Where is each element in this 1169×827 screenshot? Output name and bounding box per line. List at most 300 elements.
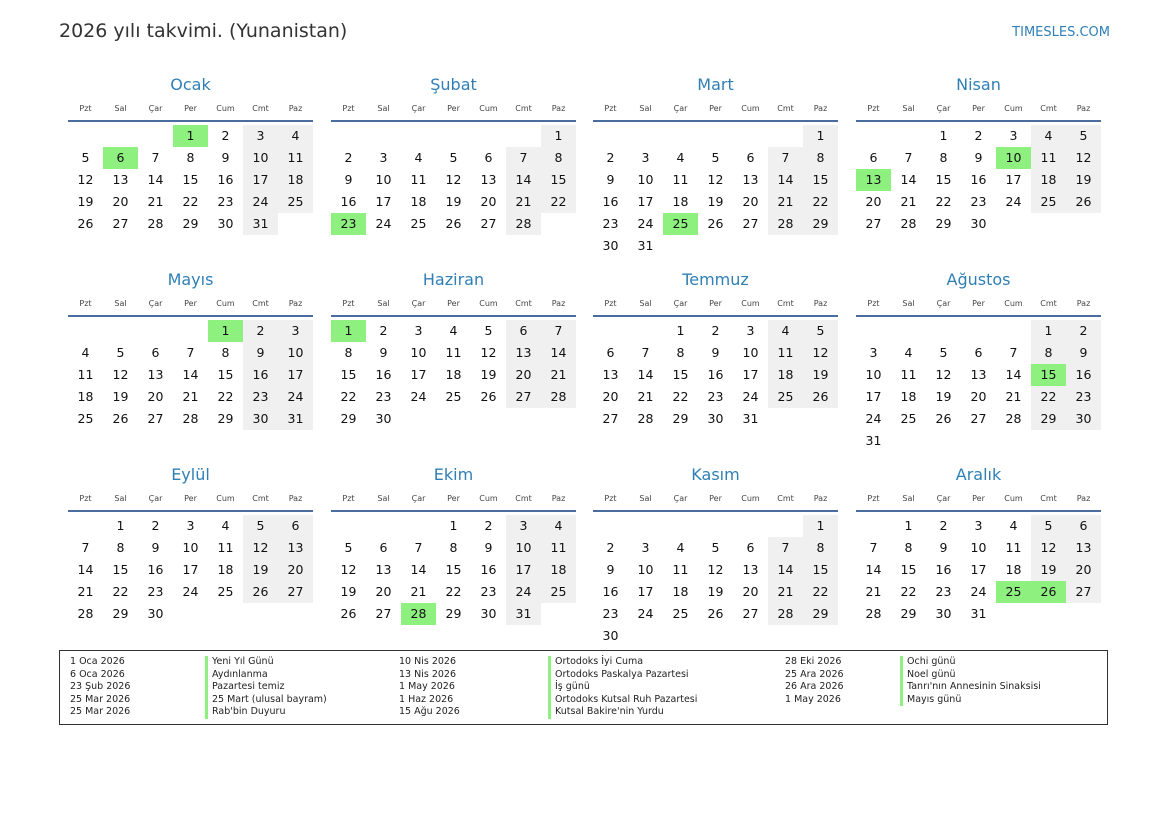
day-cell[interactable]: 7 [81,540,90,555]
day-cell[interactable]: 14 [1005,367,1022,382]
day-cell[interactable]: 10 [410,345,427,360]
day-cell[interactable]: 28 [77,606,94,621]
day-cell[interactable]: 2 [379,323,388,338]
day-cell[interactable]: 11 [672,172,689,187]
day-cell[interactable]: 5 [243,515,278,537]
day-cell[interactable]: 24 [637,216,654,231]
day-cell[interactable]: 9 [221,150,230,165]
day-cell[interactable]: 21 [541,364,576,386]
day-cell[interactable]: 9 [1066,342,1101,364]
day-cell[interactable]: 3 [641,150,650,165]
day-cell[interactable]: 27 [480,216,497,231]
day-cell[interactable]: 14 [900,172,917,187]
day-cell[interactable]: 17 [637,584,654,599]
day-cell[interactable]: 20 [602,389,619,404]
day-cell[interactable]: 2 [974,128,983,143]
day-cell[interactable]: 14 [768,169,803,191]
day-cell[interactable]: 5 [1066,125,1101,147]
day-cell[interactable]: 3 [243,125,278,147]
day-cell[interactable]: 8 [676,345,685,360]
day-cell[interactable]: 13 [1066,537,1101,559]
day-cell[interactable]: 1 [208,320,243,342]
day-cell[interactable]: 6 [379,540,388,555]
day-cell[interactable]: 2 [606,540,615,555]
day-cell[interactable]: 17 [506,559,541,581]
day-cell[interactable]: 30 [217,216,234,231]
day-cell[interactable]: 25 [900,411,917,426]
day-cell[interactable]: 29 [112,606,129,621]
day-cell[interactable]: 30 [970,216,987,231]
day-cell[interactable]: 30 [1066,408,1101,430]
day-cell[interactable]: 18 [445,367,462,382]
day-cell[interactable]: 16 [602,584,619,599]
day-cell[interactable]: 18 [672,584,689,599]
day-cell[interactable]: 25 [410,216,427,231]
day-cell[interactable]: 28 [900,216,917,231]
day-cell[interactable]: 7 [768,537,803,559]
day-cell[interactable]: 2 [711,323,720,338]
day-cell[interactable]: 18 [900,389,917,404]
day-cell[interactable]: 12 [1066,147,1101,169]
day-cell[interactable]: 29 [935,216,952,231]
day-cell[interactable]: 29 [217,411,234,426]
day-cell[interactable]: 13 [742,562,759,577]
day-cell[interactable]: 25 [445,389,462,404]
day-cell[interactable]: 15 [935,172,952,187]
day-cell[interactable]: 1 [1031,320,1066,342]
day-cell[interactable]: 8 [186,150,195,165]
day-cell[interactable]: 25 [1031,191,1066,213]
day-cell[interactable]: 12 [445,172,462,187]
day-cell[interactable]: 25 [77,411,94,426]
day-cell[interactable]: 17 [1005,172,1022,187]
day-cell[interactable]: 6 [484,150,493,165]
day-cell[interactable]: 9 [243,342,278,364]
day-cell[interactable]: 26 [1031,581,1066,603]
day-cell[interactable]: 1 [331,320,366,342]
day-cell[interactable]: 6 [1066,515,1101,537]
day-cell[interactable]: 17 [182,562,199,577]
day-cell[interactable]: 5 [711,150,720,165]
day-cell[interactable]: 1 [116,518,125,533]
day-cell[interactable]: 20 [970,389,987,404]
day-cell[interactable]: 1 [676,323,685,338]
day-cell[interactable]: 3 [186,518,195,533]
day-cell[interactable]: 14 [147,172,164,187]
day-cell[interactable]: 24 [637,606,654,621]
day-cell[interactable]: 7 [414,540,423,555]
day-cell[interactable]: 1 [803,515,838,537]
day-cell[interactable]: 23 [1066,386,1101,408]
day-cell[interactable]: 23 [375,389,392,404]
day-cell[interactable]: 15 [803,559,838,581]
day-cell[interactable]: 17 [865,389,882,404]
day-cell[interactable]: 19 [935,389,952,404]
day-cell[interactable]: 30 [707,411,724,426]
day-cell[interactable]: 11 [77,367,94,382]
day-cell[interactable]: 12 [1031,537,1066,559]
day-cell[interactable]: 21 [147,194,164,209]
day-cell[interactable]: 2 [606,150,615,165]
day-cell[interactable]: 22 [1031,386,1066,408]
day-cell[interactable]: 17 [637,194,654,209]
day-cell[interactable]: 23 [707,389,724,404]
day-cell[interactable]: 14 [541,342,576,364]
day-cell[interactable]: 10 [637,172,654,187]
day-cell[interactable]: 3 [974,518,983,533]
day-cell[interactable]: 3 [278,320,313,342]
day-cell[interactable]: 25 [217,584,234,599]
day-cell[interactable]: 19 [1031,559,1066,581]
day-cell[interactable]: 11 [541,537,576,559]
day-cell[interactable]: 2 [243,320,278,342]
day-cell[interactable]: 7 [186,345,195,360]
day-cell[interactable]: 19 [112,389,129,404]
day-cell[interactable]: 13 [970,367,987,382]
day-cell[interactable]: 9 [606,172,615,187]
day-cell[interactable]: 28 [506,213,541,235]
day-cell[interactable]: 8 [803,537,838,559]
day-cell[interactable]: 14 [768,559,803,581]
day-cell[interactable]: 19 [77,194,94,209]
day-cell[interactable]: 2 [939,518,948,533]
day-cell[interactable]: 6 [746,540,755,555]
day-cell[interactable]: 30 [147,606,164,621]
day-cell[interactable]: 29 [803,603,838,625]
day-cell[interactable]: 10 [278,342,313,364]
day-cell[interactable]: 26 [77,216,94,231]
day-cell[interactable]: 16 [602,194,619,209]
day-cell[interactable]: 27 [970,411,987,426]
day-cell[interactable]: 6 [974,345,983,360]
day-cell[interactable]: 22 [217,389,234,404]
day-cell[interactable]: 8 [939,150,948,165]
day-cell[interactable]: 28 [541,386,576,408]
day-cell[interactable]: 24 [182,584,199,599]
day-cell[interactable]: 25 [541,581,576,603]
day-cell[interactable]: 28 [401,603,436,625]
day-cell[interactable]: 4 [81,345,90,360]
day-cell[interactable]: 12 [707,562,724,577]
day-cell[interactable]: 22 [803,581,838,603]
day-cell[interactable]: 26 [707,216,724,231]
day-cell[interactable]: 12 [707,172,724,187]
day-cell[interactable]: 13 [602,367,619,382]
day-cell[interactable]: 28 [768,603,803,625]
day-cell[interactable]: 8 [541,147,576,169]
day-cell[interactable]: 17 [243,169,278,191]
day-cell[interactable]: 27 [742,216,759,231]
day-cell[interactable]: 23 [602,606,619,621]
day-cell[interactable]: 30 [243,408,278,430]
day-cell[interactable]: 3 [414,323,423,338]
day-cell[interactable]: 18 [410,194,427,209]
day-cell[interactable]: 4 [414,150,423,165]
day-cell[interactable]: 18 [77,389,94,404]
day-cell[interactable]: 23 [970,194,987,209]
day-cell[interactable]: 4 [1009,518,1018,533]
day-cell[interactable]: 23 [935,584,952,599]
day-cell[interactable]: 1 [449,518,458,533]
day-cell[interactable]: 16 [217,172,234,187]
day-cell[interactable]: 28 [1005,411,1022,426]
day-cell[interactable]: 6 [278,515,313,537]
day-cell[interactable]: 28 [637,411,654,426]
day-cell[interactable]: 15 [445,562,462,577]
day-cell[interactable]: 30 [602,238,619,253]
day-cell[interactable]: 24 [1005,194,1022,209]
day-cell[interactable]: 21 [900,194,917,209]
day-cell[interactable]: 5 [711,540,720,555]
day-cell[interactable]: 15 [672,367,689,382]
day-cell[interactable]: 5 [1031,515,1066,537]
day-cell[interactable]: 6 [506,320,541,342]
day-cell[interactable]: 7 [506,147,541,169]
day-cell[interactable]: 4 [541,515,576,537]
day-cell[interactable]: 15 [541,169,576,191]
day-cell[interactable]: 17 [375,194,392,209]
day-cell[interactable]: 16 [480,562,497,577]
day-cell[interactable]: 7 [1009,345,1018,360]
day-cell[interactable]: 19 [803,364,838,386]
day-cell[interactable]: 27 [278,581,313,603]
day-cell[interactable]: 11 [278,147,313,169]
day-cell[interactable]: 9 [939,540,948,555]
day-cell[interactable]: 4 [278,125,313,147]
day-cell[interactable]: 24 [278,386,313,408]
day-cell[interactable]: 29 [340,411,357,426]
day-cell[interactable]: 16 [1066,364,1101,386]
day-cell[interactable]: 13 [742,172,759,187]
day-cell[interactable]: 15 [803,169,838,191]
day-cell[interactable]: 6 [151,345,160,360]
day-cell[interactable]: 15 [1031,364,1066,386]
day-cell[interactable]: 1 [939,128,948,143]
day-cell[interactable]: 17 [742,367,759,382]
day-cell[interactable]: 27 [375,606,392,621]
day-cell[interactable]: 20 [278,559,313,581]
day-cell[interactable]: 1 [803,125,838,147]
day-cell[interactable]: 3 [869,345,878,360]
day-cell[interactable]: 13 [147,367,164,382]
day-cell[interactable]: 28 [147,216,164,231]
day-cell[interactable]: 31 [637,238,654,253]
day-cell[interactable]: 3 [1009,128,1018,143]
day-cell[interactable]: 30 [375,411,392,426]
day-cell[interactable]: 26 [445,216,462,231]
day-cell[interactable]: 16 [707,367,724,382]
day-cell[interactable]: 14 [865,562,882,577]
day-cell[interactable]: 12 [112,367,129,382]
day-cell[interactable]: 4 [1031,125,1066,147]
day-cell[interactable]: 7 [869,540,878,555]
day-cell[interactable]: 26 [707,606,724,621]
day-cell[interactable]: 11 [217,540,234,555]
day-cell[interactable]: 1 [173,125,208,147]
day-cell[interactable]: 18 [217,562,234,577]
day-cell[interactable]: 11 [1005,540,1022,555]
day-cell[interactable]: 5 [81,150,90,165]
day-cell[interactable]: 10 [742,345,759,360]
day-cell[interactable]: 20 [865,194,882,209]
day-cell[interactable]: 4 [676,540,685,555]
day-cell[interactable]: 22 [900,584,917,599]
day-cell[interactable]: 11 [768,342,803,364]
day-cell[interactable]: 9 [379,345,388,360]
day-cell[interactable]: 13 [112,172,129,187]
day-cell[interactable]: 14 [182,367,199,382]
day-cell[interactable]: 16 [375,367,392,382]
day-cell[interactable]: 25 [278,191,313,213]
day-cell[interactable]: 15 [112,562,129,577]
day-cell[interactable]: 30 [602,628,619,643]
day-cell[interactable]: 30 [935,606,952,621]
day-cell[interactable]: 7 [904,150,913,165]
day-cell[interactable]: 17 [970,562,987,577]
day-cell[interactable]: 4 [676,150,685,165]
day-cell[interactable]: 19 [707,584,724,599]
day-cell[interactable]: 29 [803,213,838,235]
day-cell[interactable]: 27 [506,386,541,408]
day-cell[interactable]: 28 [182,411,199,426]
day-cell[interactable]: 2 [221,128,230,143]
day-cell[interactable]: 16 [147,562,164,577]
day-cell[interactable]: 9 [151,540,160,555]
day-cell[interactable]: 25 [672,606,689,621]
day-cell[interactable]: 19 [480,367,497,382]
day-cell[interactable]: 12 [803,342,838,364]
day-cell[interactable]: 3 [506,515,541,537]
day-cell[interactable]: 23 [243,386,278,408]
day-cell[interactable]: 9 [974,150,983,165]
day-cell[interactable]: 27 [742,606,759,621]
day-cell[interactable]: 10 [182,540,199,555]
day-cell[interactable]: 8 [344,345,353,360]
day-cell[interactable]: 25 [996,581,1031,603]
day-cell[interactable]: 20 [112,194,129,209]
day-cell[interactable]: 29 [1031,408,1066,430]
day-cell[interactable]: 18 [672,194,689,209]
day-cell[interactable]: 27 [147,411,164,426]
day-cell[interactable]: 23 [331,213,366,235]
day-cell[interactable]: 20 [506,364,541,386]
day-cell[interactable]: 13 [375,562,392,577]
day-cell[interactable]: 2 [484,518,493,533]
day-cell[interactable]: 17 [410,367,427,382]
day-cell[interactable]: 23 [602,216,619,231]
day-cell[interactable]: 18 [768,364,803,386]
day-cell[interactable]: 6 [103,147,138,169]
day-cell[interactable]: 1 [541,125,576,147]
day-cell[interactable]: 11 [672,562,689,577]
day-cell[interactable]: 13 [506,342,541,364]
day-cell[interactable]: 22 [935,194,952,209]
day-cell[interactable]: 22 [672,389,689,404]
day-cell[interactable]: 25 [768,386,803,408]
day-cell[interactable]: 20 [1066,559,1101,581]
day-cell[interactable]: 22 [340,389,357,404]
day-cell[interactable]: 26 [935,411,952,426]
day-cell[interactable]: 12 [77,172,94,187]
day-cell[interactable]: 8 [116,540,125,555]
day-cell[interactable]: 7 [641,345,650,360]
day-cell[interactable]: 24 [506,581,541,603]
day-cell[interactable]: 2 [1066,320,1101,342]
day-cell[interactable]: 5 [116,345,125,360]
day-cell[interactable]: 22 [541,191,576,213]
day-cell[interactable]: 4 [449,323,458,338]
day-cell[interactable]: 10 [996,147,1031,169]
day-cell[interactable]: 19 [445,194,462,209]
day-cell[interactable]: 8 [904,540,913,555]
day-cell[interactable]: 24 [410,389,427,404]
day-cell[interactable]: 28 [768,213,803,235]
day-cell[interactable]: 20 [742,584,759,599]
day-cell[interactable]: 13 [856,169,891,191]
day-cell[interactable]: 13 [278,537,313,559]
day-cell[interactable]: 5 [449,150,458,165]
day-cell[interactable]: 4 [904,345,913,360]
day-cell[interactable]: 22 [445,584,462,599]
day-cell[interactable]: 15 [182,172,199,187]
day-cell[interactable]: 25 [663,213,698,235]
day-cell[interactable]: 10 [865,367,882,382]
day-cell[interactable]: 19 [1066,169,1101,191]
day-cell[interactable]: 14 [77,562,94,577]
day-cell[interactable]: 11 [410,172,427,187]
day-cell[interactable]: 31 [506,603,541,625]
day-cell[interactable]: 24 [375,216,392,231]
day-cell[interactable]: 31 [243,213,278,235]
day-cell[interactable]: 21 [637,389,654,404]
day-cell[interactable]: 22 [803,191,838,213]
day-cell[interactable]: 6 [606,345,615,360]
day-cell[interactable]: 18 [541,559,576,581]
day-cell[interactable]: 30 [480,606,497,621]
day-cell[interactable]: 26 [480,389,497,404]
day-cell[interactable]: 11 [1031,147,1066,169]
day-cell[interactable]: 29 [900,606,917,621]
day-cell[interactable]: 22 [112,584,129,599]
day-cell[interactable]: 5 [939,345,948,360]
day-cell[interactable]: 10 [637,562,654,577]
day-cell[interactable]: 10 [243,147,278,169]
day-cell[interactable]: 21 [410,584,427,599]
day-cell[interactable]: 26 [803,386,838,408]
day-cell[interactable]: 20 [375,584,392,599]
day-cell[interactable]: 27 [1066,581,1101,603]
day-cell[interactable]: 27 [602,411,619,426]
day-cell[interactable]: 26 [112,411,129,426]
day-cell[interactable]: 5 [803,320,838,342]
day-cell[interactable]: 10 [970,540,987,555]
day-cell[interactable]: 8 [803,147,838,169]
day-cell[interactable]: 15 [900,562,917,577]
day-cell[interactable]: 11 [900,367,917,382]
day-cell[interactable]: 18 [278,169,313,191]
day-cell[interactable]: 29 [182,216,199,231]
day-cell[interactable]: 7 [768,147,803,169]
day-cell[interactable]: 23 [217,194,234,209]
day-cell[interactable]: 12 [243,537,278,559]
day-cell[interactable]: 19 [243,559,278,581]
day-cell[interactable]: 21 [77,584,94,599]
day-cell[interactable]: 6 [746,150,755,165]
day-cell[interactable]: 14 [506,169,541,191]
day-cell[interactable]: 17 [278,364,313,386]
day-cell[interactable]: 4 [768,320,803,342]
day-cell[interactable]: 1 [904,518,913,533]
